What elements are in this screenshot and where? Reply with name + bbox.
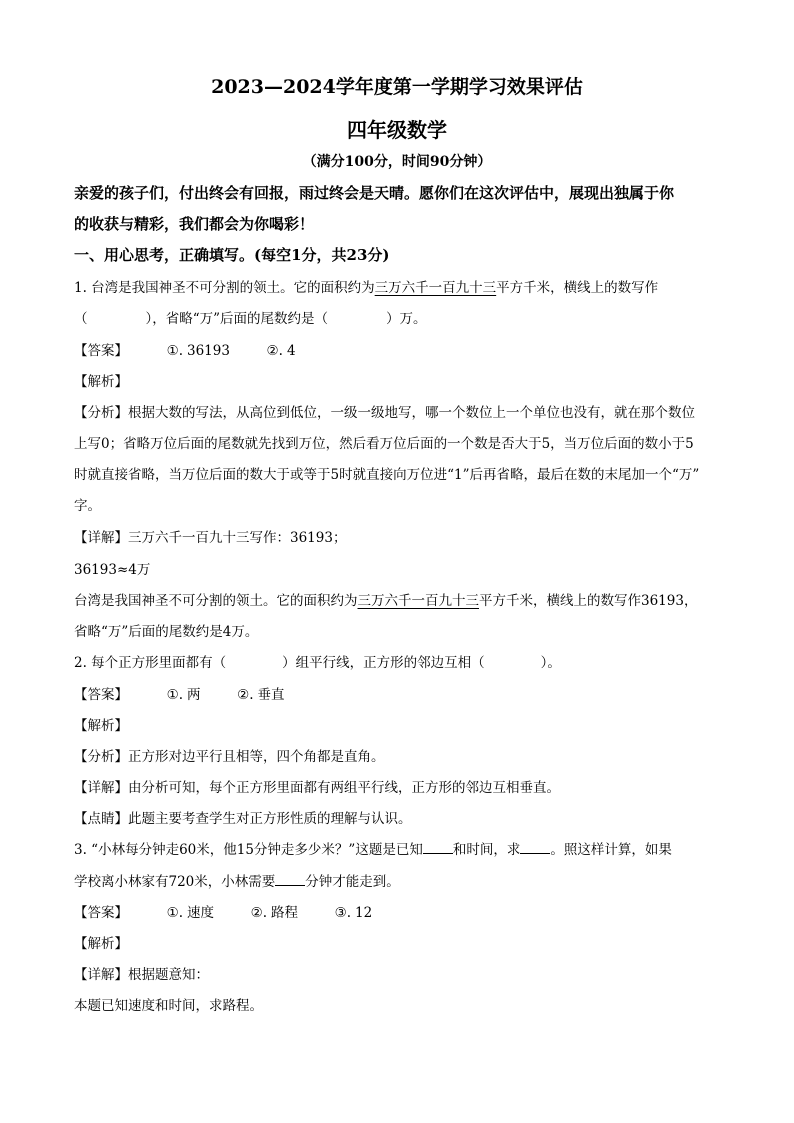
- q3-answer-1: ①. 速度: [166, 905, 214, 921]
- exam-info: （满分100分，时间90分钟）: [302, 154, 492, 170]
- q2-fenxi: 【分析】正方形对边平行且相等，四个角都是直角。: [74, 749, 385, 765]
- q1-line-2: （ ），省略“万”后面的尾数约是（ ）万。: [74, 311, 427, 327]
- q3-answer-3: ③. 12: [334, 905, 373, 921]
- q3-line-1: 3. “小林每分钟走60米，他15分钟走多少米？”这题是已知 和时间，求 。照这样计算，如果: [74, 842, 672, 858]
- q1-answer-1: ①. 36193: [166, 343, 230, 359]
- q3-answer-2: ②. 路程: [250, 905, 298, 921]
- q2-detail: 【详解】由分析可知，每个正方形里面都有两组平行线，正方形的邻边互相垂直。: [74, 780, 560, 796]
- q3-line-2: 学校离小林家有720米，小林需要 分钟才能走到。: [74, 874, 400, 890]
- q1-analysis-label: 【解析】: [74, 374, 128, 390]
- section-heading: 一、用心思考，正确填写。(每空1分，共23分): [74, 246, 390, 264]
- q3-analysis-label: 【解析】: [74, 936, 128, 952]
- q3-blank-1: [423, 841, 453, 854]
- greeting-line-2: 的收获与精彩，我们都会为你喝彩！: [74, 215, 315, 233]
- q3-answer: 【答案】 ①. 速度 ②. 路程 ③. 12: [74, 901, 372, 921]
- q2-answer-1: ①. 两: [166, 687, 201, 703]
- answer-label: 【答案】: [74, 343, 128, 359]
- q2-answer: 【答案】 ①. 两 ②. 垂直: [74, 683, 285, 703]
- exam-subject: 四年级数学: [347, 118, 447, 142]
- q2-comment: 【点睛】此题主要考查学生对正方形性质的理解与认识。: [74, 811, 412, 827]
- q2-analysis-label: 【解析】: [74, 718, 128, 734]
- q1-fenxi-1: 【分析】根据大数的写法，从高位到低位，一级一级地写，哪一个数位上一个单位也没有，就在那个数位: [74, 405, 695, 421]
- q3-blank-3: [275, 873, 305, 886]
- q1-detail-3: 台湾是我国神圣不可分割的领土。它的面积约为三万六千一百九十三平方千米，横线上的数写作36193，: [74, 593, 698, 609]
- greeting-line-1: 亲爱的孩子们，付出终会有回报，雨过终会是天晴。愿你们在这次评估中，展现出独属于你: [74, 184, 675, 202]
- q1-detail-1: 【详解】三万六千一百九十三写作：36193；: [74, 530, 347, 546]
- q3-detail-2: 本题已知速度和时间，求路程。: [74, 998, 263, 1014]
- q1-detail-4: 省略“万”后面的尾数约是4万。: [74, 624, 259, 640]
- q2-line-1: 2. 每个正方形里面都有（ ）组平行线，正方形的邻边互相（ ）。: [74, 655, 561, 671]
- q3-detail: 【详解】根据题意知：: [74, 967, 209, 983]
- q2-answer-2: ②. 垂直: [237, 687, 285, 703]
- q3-blank-2: [520, 841, 550, 854]
- exam-title: 2023—2024学年度第一学期学习效果评估: [211, 76, 583, 98]
- q1-fenxi-4: 字。: [74, 498, 101, 514]
- q1-answer-2: ②. 4: [266, 343, 296, 359]
- q1-line-1: 1. 台湾是我国神圣不可分割的领土。它的面积约为三万六千一百九十三平方千米，横线上的数写作: [74, 280, 659, 296]
- q1-fenxi-3: 时就直接省略，当万位后面的数大于或等于5时就直接向万位进“1”后再省略，最后在数的末尾加一个“万”: [74, 467, 700, 483]
- q1-fenxi-2: 上写0；省略万位后面的尾数就先找到万位，然后看万位后面的一个数是否大于5，当万位后面的数小于5: [74, 436, 694, 452]
- q1-detail-2: 36193≈4万: [74, 562, 151, 578]
- q1-underlined-number: 三万六千一百九十三: [374, 280, 497, 296]
- q1-answer: [74, 339, 296, 359]
